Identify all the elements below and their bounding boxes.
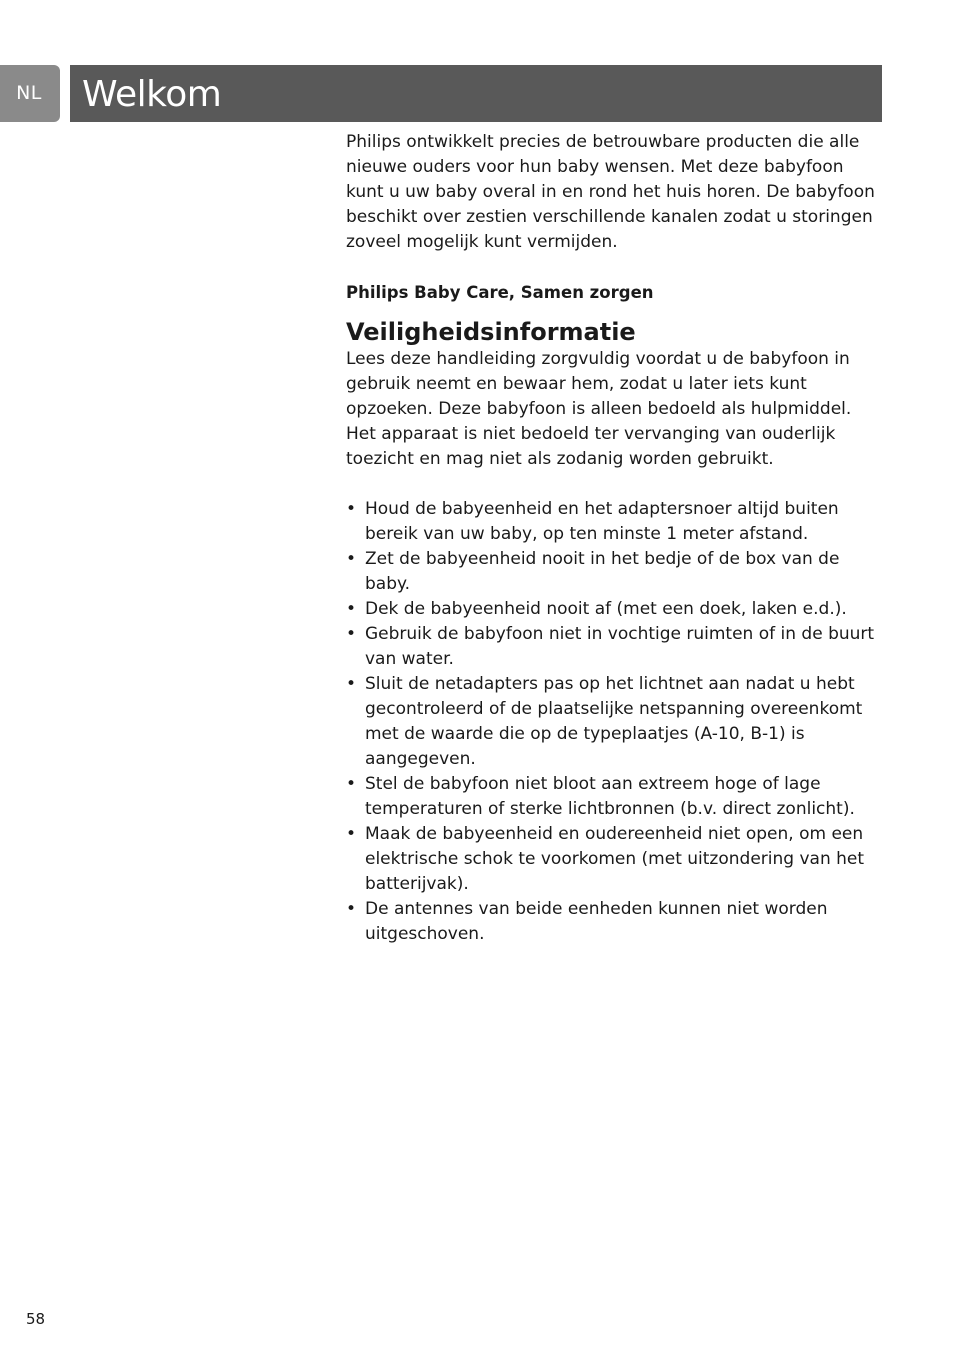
list-item: • Dek de babyeenheid nooit af (met een doek, laken e.d.).: [346, 597, 882, 622]
page-title: Welkom: [82, 74, 222, 115]
tagline: Philips Baby Care, Samen zorgen: [346, 283, 654, 302]
list-item: • Maak de babyeenheid en oudereenheid niet open, om een elektrische schok te voorkomen (met uitzondering van het batterijvak).: [346, 822, 882, 897]
page-number: 58: [26, 1310, 46, 1328]
list-item: • Sluit de netadapters pas op het lichtnet aan nadat u hebt gecontroleerd of de plaatselijke netspanning overeenkomt met de waarde die op de typeplaatjes (A-10, B-1) is aangegeven.: [346, 672, 882, 772]
list-item: • De antennes van beide eenheden kunnen niet worden uitgeschoven.: [346, 897, 882, 947]
section-heading-safety: Veiligheidsinformatie: [346, 318, 636, 346]
list-item: • Zet de babyeenheid nooit in het bedje of de box van de baby.: [346, 547, 882, 597]
language-tab: NL: [0, 65, 60, 122]
list-item: • Stel de babyfoon niet bloot aan extreem hoge of lage temperaturen of sterke lichtbronnen (b.v. direct zonlicht).: [346, 772, 882, 822]
list-item: • Gebruik de babyfoon niet in vochtige ruimten of in de buurt van water.: [346, 622, 882, 672]
safety-bullet-list: [346, 497, 882, 947]
header-bar: [70, 65, 882, 122]
main-content: [346, 130, 882, 947]
list-item: • Houd de babyeenheid en het adaptersnoer altijd buiten bereik van uw baby, op ten minste 1 meter afstand.: [346, 497, 882, 547]
intro-paragraph: Philips ontwikkelt precies de betrouwbare producten die alle nieuwe ouders voor hun baby wensen. Met deze babyfoon kunt u uw baby overal in en rond het huis horen. De babyfoon beschikt over zestien verschillende kanalen zodat u storingen zoveel mogelijk kunt vermijden.: [346, 132, 875, 252]
safety-paragraph: Lees deze handleiding zorgvuldig voordat u de babyfoon in gebruik neemt en bewaar hem, zodat u later iets kunt opzoeken. Deze babyfoon is alleen bedoeld als hulpmiddel. Het apparaat is niet bedoeld ter vervanging van ouderlijk toezicht en mag niet als zodanig worden gebruikt.: [346, 349, 852, 469]
